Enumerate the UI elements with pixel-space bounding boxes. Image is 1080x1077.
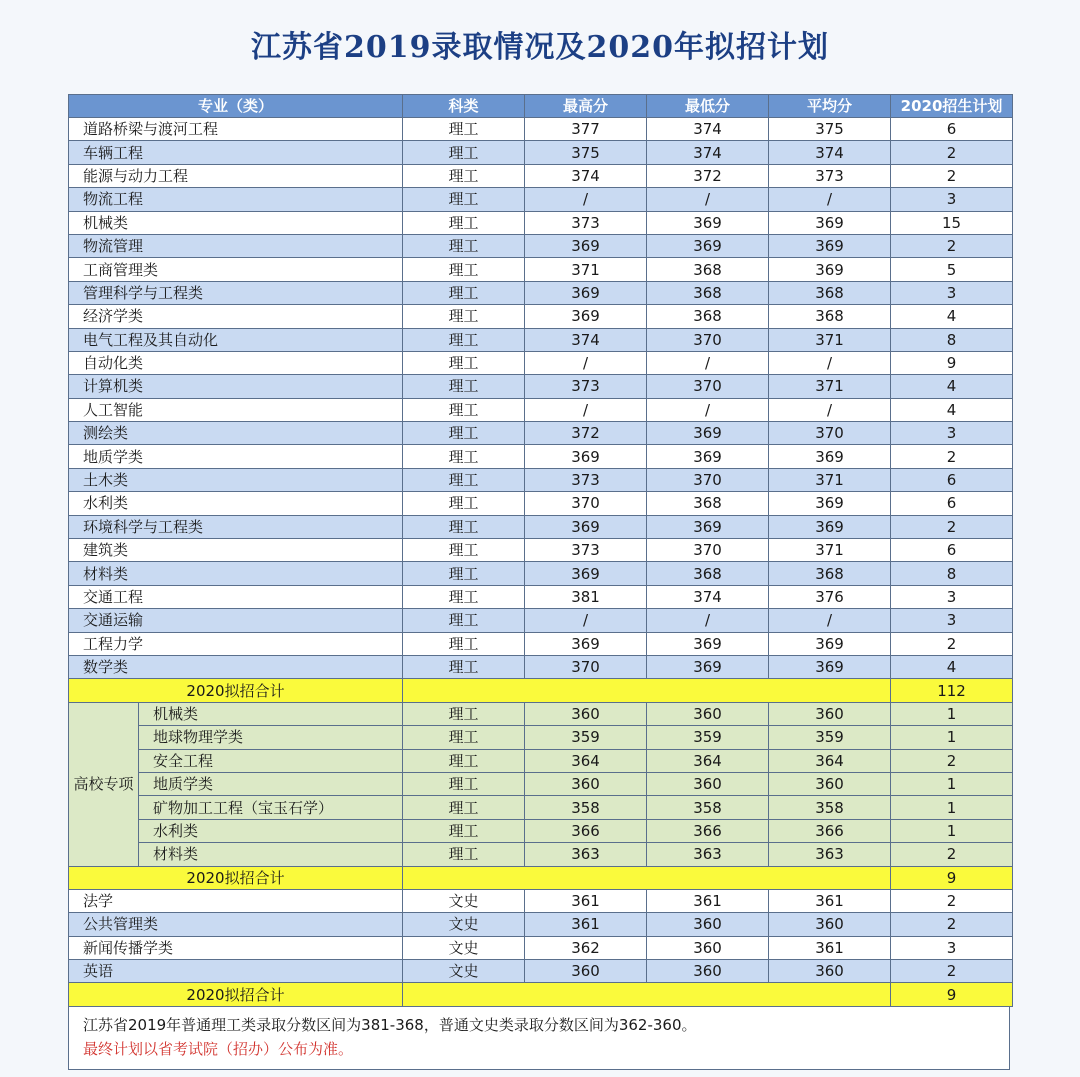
category-cell: 理工 bbox=[403, 351, 525, 374]
plan-cell: 6 bbox=[891, 492, 1013, 515]
plan-cell: 2 bbox=[891, 445, 1013, 468]
avg-score-cell: 375 bbox=[769, 118, 891, 141]
table-row bbox=[69, 843, 1013, 866]
major-name: 交通运输 bbox=[69, 609, 403, 632]
avg-score-cell: 363 bbox=[769, 843, 891, 866]
category-cell: 理工 bbox=[403, 258, 525, 281]
major-name: 地质学类 bbox=[139, 772, 403, 795]
plan-cell: 4 bbox=[891, 655, 1013, 678]
avg-score-cell: 364 bbox=[769, 749, 891, 772]
category-cell: 理工 bbox=[403, 749, 525, 772]
major-name: 水利类 bbox=[139, 819, 403, 842]
major-name: 能源与动力工程 bbox=[69, 164, 403, 187]
min-score-cell: 360 bbox=[647, 960, 769, 983]
category-cell: 理工 bbox=[403, 796, 525, 819]
min-score-cell: 360 bbox=[647, 772, 769, 795]
table-row bbox=[69, 889, 1013, 912]
plan-cell: 1 bbox=[891, 772, 1013, 795]
category-cell: 理工 bbox=[403, 398, 525, 421]
plan-cell: 8 bbox=[891, 328, 1013, 351]
max-score-cell: 359 bbox=[525, 726, 647, 749]
notes-box bbox=[68, 1007, 1010, 1070]
major-name: 土木类 bbox=[69, 468, 403, 491]
table-row bbox=[69, 188, 1013, 211]
min-score-cell: / bbox=[647, 398, 769, 421]
category-cell: 理工 bbox=[403, 655, 525, 678]
admission-table bbox=[68, 94, 1013, 1007]
avg-score-cell: 369 bbox=[769, 445, 891, 468]
table-row bbox=[69, 398, 1013, 421]
total-value: 9 bbox=[891, 866, 1013, 889]
admission-table-container bbox=[68, 94, 1012, 1070]
min-score-cell: 360 bbox=[647, 936, 769, 959]
category-cell: 理工 bbox=[403, 492, 525, 515]
avg-score-cell: 368 bbox=[769, 562, 891, 585]
max-score-cell: 358 bbox=[525, 796, 647, 819]
plan-cell: 2 bbox=[891, 515, 1013, 538]
category-cell: 文史 bbox=[403, 913, 525, 936]
max-score-cell: 361 bbox=[525, 913, 647, 936]
plan-cell: 3 bbox=[891, 609, 1013, 632]
table-row bbox=[69, 726, 1013, 749]
avg-score-cell: 369 bbox=[769, 258, 891, 281]
max-score-cell: 371 bbox=[525, 258, 647, 281]
major-name: 经济学类 bbox=[69, 305, 403, 328]
category-cell: 文史 bbox=[403, 960, 525, 983]
avg-score-cell: 369 bbox=[769, 234, 891, 257]
avg-score-cell: 371 bbox=[769, 375, 891, 398]
major-name: 交通工程 bbox=[69, 585, 403, 608]
min-score-cell: 360 bbox=[647, 913, 769, 936]
table-row bbox=[69, 609, 1013, 632]
max-score-cell: 374 bbox=[525, 328, 647, 351]
category-cell: 理工 bbox=[403, 188, 525, 211]
plan-cell: 4 bbox=[891, 398, 1013, 421]
max-score-cell: 360 bbox=[525, 702, 647, 725]
avg-score-cell: / bbox=[769, 398, 891, 421]
table-row bbox=[69, 281, 1013, 304]
avg-score-cell: 369 bbox=[769, 515, 891, 538]
max-score-cell: 364 bbox=[525, 749, 647, 772]
category-cell: 理工 bbox=[403, 234, 525, 257]
max-score-cell: 373 bbox=[525, 211, 647, 234]
category-cell: 理工 bbox=[403, 562, 525, 585]
header-plan: 2020招生计划 bbox=[891, 95, 1013, 118]
max-score-cell: 374 bbox=[525, 164, 647, 187]
major-name: 工商管理类 bbox=[69, 258, 403, 281]
plan-cell: 8 bbox=[891, 562, 1013, 585]
min-score-cell: 368 bbox=[647, 281, 769, 304]
avg-score-cell: / bbox=[769, 188, 891, 211]
total-spacer bbox=[403, 983, 891, 1006]
plan-cell: 5 bbox=[891, 258, 1013, 281]
max-score-cell: 373 bbox=[525, 375, 647, 398]
table-row bbox=[69, 211, 1013, 234]
min-score-cell: / bbox=[647, 351, 769, 374]
table-row bbox=[69, 960, 1013, 983]
major-name: 工程力学 bbox=[69, 632, 403, 655]
plan-cell: 2 bbox=[891, 164, 1013, 187]
table-row bbox=[69, 258, 1013, 281]
max-score-cell: 360 bbox=[525, 772, 647, 795]
max-score-cell: 361 bbox=[525, 889, 647, 912]
min-score-cell: 359 bbox=[647, 726, 769, 749]
table-row bbox=[69, 796, 1013, 819]
max-score-cell: 373 bbox=[525, 539, 647, 562]
header-avg: 平均分 bbox=[769, 95, 891, 118]
avg-score-cell: 369 bbox=[769, 211, 891, 234]
category-cell: 理工 bbox=[403, 141, 525, 164]
major-name: 机械类 bbox=[139, 702, 403, 725]
min-score-cell: 369 bbox=[647, 211, 769, 234]
major-name: 安全工程 bbox=[139, 749, 403, 772]
category-cell: 理工 bbox=[403, 211, 525, 234]
major-name: 矿物加工工程（宝玉石学） bbox=[139, 796, 403, 819]
category-cell: 理工 bbox=[403, 328, 525, 351]
major-name: 公共管理类 bbox=[69, 913, 403, 936]
table-row bbox=[69, 492, 1013, 515]
major-name: 道路桥梁与渡河工程 bbox=[69, 118, 403, 141]
table-row bbox=[69, 819, 1013, 842]
total-spacer bbox=[403, 866, 891, 889]
max-score-cell: 381 bbox=[525, 585, 647, 608]
min-score-cell: 369 bbox=[647, 422, 769, 445]
plan-cell: 6 bbox=[891, 468, 1013, 491]
plan-cell: 3 bbox=[891, 188, 1013, 211]
avg-score-cell: 371 bbox=[769, 328, 891, 351]
category-cell: 理工 bbox=[403, 726, 525, 749]
header-max: 最高分 bbox=[525, 95, 647, 118]
plan-cell: 3 bbox=[891, 422, 1013, 445]
major-name: 人工智能 bbox=[69, 398, 403, 421]
avg-score-cell: 360 bbox=[769, 772, 891, 795]
min-score-cell: 370 bbox=[647, 328, 769, 351]
min-score-cell: 368 bbox=[647, 258, 769, 281]
major-name: 物流管理 bbox=[69, 234, 403, 257]
major-name: 地球物理学类 bbox=[139, 726, 403, 749]
avg-score-cell: / bbox=[769, 351, 891, 374]
min-score-cell: 361 bbox=[647, 889, 769, 912]
max-score-cell: 369 bbox=[525, 305, 647, 328]
total-value: 112 bbox=[891, 679, 1013, 702]
major-name: 水利类 bbox=[69, 492, 403, 515]
major-name: 材料类 bbox=[69, 562, 403, 585]
table-row bbox=[69, 445, 1013, 468]
plan-cell: 9 bbox=[891, 351, 1013, 374]
max-score-cell: 363 bbox=[525, 843, 647, 866]
plan-cell: 6 bbox=[891, 118, 1013, 141]
major-name: 环境科学与工程类 bbox=[69, 515, 403, 538]
plan-cell: 2 bbox=[891, 960, 1013, 983]
min-score-cell: 369 bbox=[647, 515, 769, 538]
plan-cell: 3 bbox=[891, 585, 1013, 608]
max-score-cell: 373 bbox=[525, 468, 647, 491]
major-name: 电气工程及其自动化 bbox=[69, 328, 403, 351]
min-score-cell: 360 bbox=[647, 702, 769, 725]
plan-cell: 3 bbox=[891, 281, 1013, 304]
plan-cell: 2 bbox=[891, 889, 1013, 912]
table-row bbox=[69, 772, 1013, 795]
table-row bbox=[69, 305, 1013, 328]
table-row bbox=[69, 702, 1013, 725]
table-row bbox=[69, 375, 1013, 398]
table-row bbox=[69, 164, 1013, 187]
avg-score-cell: 376 bbox=[769, 585, 891, 608]
plan-cell: 2 bbox=[891, 632, 1013, 655]
avg-score-cell: 371 bbox=[769, 539, 891, 562]
max-score-cell: / bbox=[525, 609, 647, 632]
min-score-cell: 358 bbox=[647, 796, 769, 819]
avg-score-cell: 373 bbox=[769, 164, 891, 187]
max-score-cell: 369 bbox=[525, 632, 647, 655]
category-cell: 理工 bbox=[403, 843, 525, 866]
max-score-cell: 369 bbox=[525, 445, 647, 468]
plan-cell: 2 bbox=[891, 913, 1013, 936]
category-cell: 理工 bbox=[403, 539, 525, 562]
major-name: 计算机类 bbox=[69, 375, 403, 398]
category-cell: 文史 bbox=[403, 889, 525, 912]
category-cell: 理工 bbox=[403, 515, 525, 538]
total-value: 9 bbox=[891, 983, 1013, 1006]
header-major: 专业（类） bbox=[69, 95, 403, 118]
min-score-cell: 369 bbox=[647, 655, 769, 678]
min-score-cell: 374 bbox=[647, 118, 769, 141]
table-row bbox=[69, 632, 1013, 655]
major-name: 建筑类 bbox=[69, 539, 403, 562]
category-cell: 理工 bbox=[403, 445, 525, 468]
plan-cell: 1 bbox=[891, 796, 1013, 819]
total-row bbox=[69, 983, 1013, 1006]
max-score-cell: 366 bbox=[525, 819, 647, 842]
avg-score-cell: 359 bbox=[769, 726, 891, 749]
plan-cell: 3 bbox=[891, 936, 1013, 959]
avg-score-cell: 371 bbox=[769, 468, 891, 491]
plan-cell: 1 bbox=[891, 702, 1013, 725]
min-score-cell: 370 bbox=[647, 468, 769, 491]
special-group-label: 高校专项 bbox=[69, 702, 139, 866]
category-cell: 理工 bbox=[403, 164, 525, 187]
table-row bbox=[69, 422, 1013, 445]
category-cell: 理工 bbox=[403, 819, 525, 842]
table-row bbox=[69, 539, 1013, 562]
table-row bbox=[69, 655, 1013, 678]
avg-score-cell: 369 bbox=[769, 632, 891, 655]
plan-cell: 6 bbox=[891, 539, 1013, 562]
min-score-cell: 363 bbox=[647, 843, 769, 866]
max-score-cell: 372 bbox=[525, 422, 647, 445]
header-category: 科类 bbox=[403, 95, 525, 118]
page-title: 江苏省2019录取情况及2020年拟招计划 bbox=[251, 30, 829, 65]
max-score-cell: 369 bbox=[525, 234, 647, 257]
table-row bbox=[69, 141, 1013, 164]
total-row bbox=[69, 679, 1013, 702]
plan-cell: 2 bbox=[891, 749, 1013, 772]
category-cell: 理工 bbox=[403, 305, 525, 328]
avg-score-cell: 369 bbox=[769, 492, 891, 515]
plan-cell: 1 bbox=[891, 819, 1013, 842]
min-score-cell: 369 bbox=[647, 234, 769, 257]
max-score-cell: / bbox=[525, 351, 647, 374]
category-cell: 理工 bbox=[403, 702, 525, 725]
avg-score-cell: 369 bbox=[769, 655, 891, 678]
max-score-cell: 369 bbox=[525, 515, 647, 538]
major-name: 物流工程 bbox=[69, 188, 403, 211]
avg-score-cell: 358 bbox=[769, 796, 891, 819]
category-cell: 理工 bbox=[403, 422, 525, 445]
category-cell: 理工 bbox=[403, 609, 525, 632]
plan-cell: 4 bbox=[891, 375, 1013, 398]
major-name: 管理科学与工程类 bbox=[69, 281, 403, 304]
max-score-cell: / bbox=[525, 398, 647, 421]
major-name: 材料类 bbox=[139, 843, 403, 866]
min-score-cell: 369 bbox=[647, 632, 769, 655]
min-score-cell: 368 bbox=[647, 492, 769, 515]
table-row bbox=[69, 913, 1013, 936]
table-row bbox=[69, 515, 1013, 538]
avg-score-cell: 368 bbox=[769, 305, 891, 328]
avg-score-cell: 366 bbox=[769, 819, 891, 842]
avg-score-cell: 361 bbox=[769, 936, 891, 959]
min-score-cell: 366 bbox=[647, 819, 769, 842]
total-label: 2020拟招合计 bbox=[69, 679, 403, 702]
min-score-cell: 369 bbox=[647, 445, 769, 468]
category-cell: 理工 bbox=[403, 375, 525, 398]
avg-score-cell: 374 bbox=[769, 141, 891, 164]
total-row bbox=[69, 866, 1013, 889]
table-row bbox=[69, 585, 1013, 608]
min-score-cell: 374 bbox=[647, 141, 769, 164]
category-cell: 文史 bbox=[403, 936, 525, 959]
table-row bbox=[69, 234, 1013, 257]
min-score-cell: / bbox=[647, 609, 769, 632]
category-cell: 理工 bbox=[403, 632, 525, 655]
category-cell: 理工 bbox=[403, 772, 525, 795]
max-score-cell: / bbox=[525, 188, 647, 211]
total-label: 2020拟招合计 bbox=[69, 866, 403, 889]
min-score-cell: 364 bbox=[647, 749, 769, 772]
major-name: 数学类 bbox=[69, 655, 403, 678]
major-name: 法学 bbox=[69, 889, 403, 912]
major-name: 地质学类 bbox=[69, 445, 403, 468]
min-score-cell: 372 bbox=[647, 164, 769, 187]
min-score-cell: 370 bbox=[647, 375, 769, 398]
major-name: 车辆工程 bbox=[69, 141, 403, 164]
min-score-cell: 370 bbox=[647, 539, 769, 562]
major-name: 自动化类 bbox=[69, 351, 403, 374]
note-score-range: 江苏省2019年普通理工类录取分数区间为381-368，普通文史类录取分数区间为362-360。 bbox=[83, 1015, 697, 1034]
max-score-cell: 370 bbox=[525, 655, 647, 678]
plan-cell: 2 bbox=[891, 234, 1013, 257]
header-min: 最低分 bbox=[647, 95, 769, 118]
min-score-cell: 368 bbox=[647, 562, 769, 585]
max-score-cell: 362 bbox=[525, 936, 647, 959]
avg-score-cell: 361 bbox=[769, 889, 891, 912]
table-row bbox=[69, 562, 1013, 585]
table-row bbox=[69, 936, 1013, 959]
table-row bbox=[69, 749, 1013, 772]
table-row bbox=[69, 468, 1013, 491]
plan-cell: 2 bbox=[891, 141, 1013, 164]
category-cell: 理工 bbox=[403, 468, 525, 491]
avg-score-cell: 370 bbox=[769, 422, 891, 445]
total-label: 2020拟招合计 bbox=[69, 983, 403, 1006]
max-score-cell: 370 bbox=[525, 492, 647, 515]
table-row bbox=[69, 351, 1013, 374]
min-score-cell: 374 bbox=[647, 585, 769, 608]
header-row bbox=[69, 95, 1013, 118]
plan-cell: 1 bbox=[891, 726, 1013, 749]
max-score-cell: 375 bbox=[525, 141, 647, 164]
min-score-cell: 368 bbox=[647, 305, 769, 328]
min-score-cell: / bbox=[647, 188, 769, 211]
plan-cell: 15 bbox=[891, 211, 1013, 234]
table-body bbox=[69, 118, 1013, 1007]
max-score-cell: 377 bbox=[525, 118, 647, 141]
major-name: 新闻传播学类 bbox=[69, 936, 403, 959]
major-name: 英语 bbox=[69, 960, 403, 983]
category-cell: 理工 bbox=[403, 585, 525, 608]
max-score-cell: 369 bbox=[525, 562, 647, 585]
max-score-cell: 369 bbox=[525, 281, 647, 304]
avg-score-cell: 368 bbox=[769, 281, 891, 304]
avg-score-cell: 360 bbox=[769, 702, 891, 725]
plan-cell: 2 bbox=[891, 843, 1013, 866]
table-row bbox=[69, 118, 1013, 141]
category-cell: 理工 bbox=[403, 118, 525, 141]
major-name: 机械类 bbox=[69, 211, 403, 234]
avg-score-cell: / bbox=[769, 609, 891, 632]
major-name: 测绘类 bbox=[69, 422, 403, 445]
avg-score-cell: 360 bbox=[769, 913, 891, 936]
note-final-plan: 最终计划以省考试院（招办）公布为准。 bbox=[83, 1039, 354, 1058]
max-score-cell: 360 bbox=[525, 960, 647, 983]
plan-cell: 4 bbox=[891, 305, 1013, 328]
avg-score-cell: 360 bbox=[769, 960, 891, 983]
table-row bbox=[69, 328, 1013, 351]
total-spacer bbox=[403, 679, 891, 702]
category-cell: 理工 bbox=[403, 281, 525, 304]
